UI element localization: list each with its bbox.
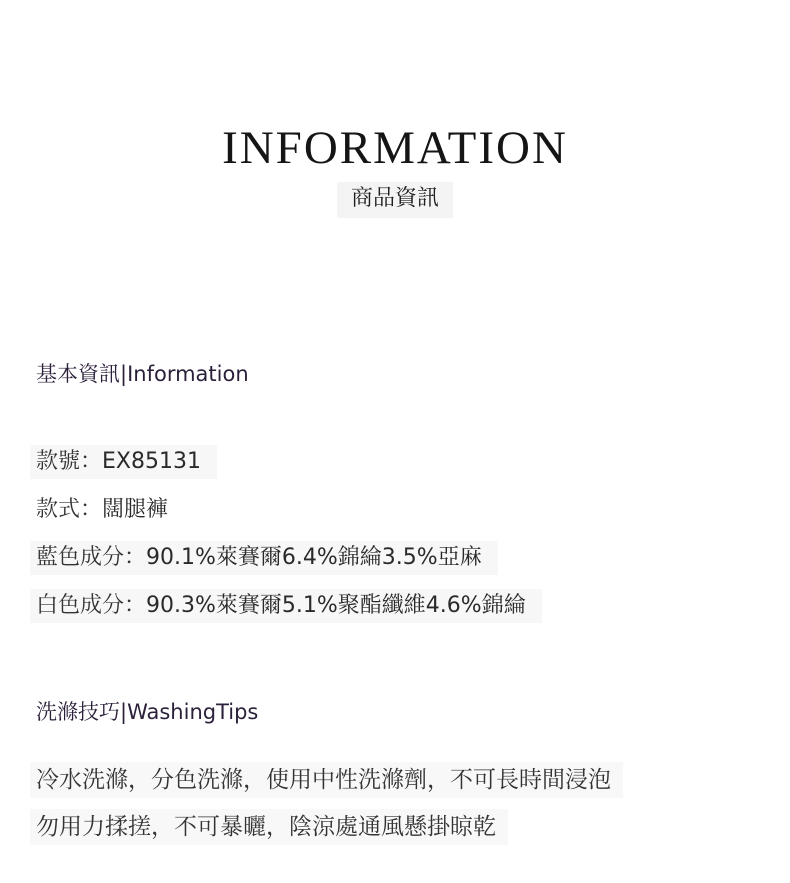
page-title: INFORMATION [222, 122, 568, 174]
style-number-value: EX85131 [102, 449, 201, 474]
basic-info-heading: 基本資訊|Information [36, 362, 249, 386]
white-composition-value: 90.3%萊賽爾5.1%聚酯纖維4.6%錦綸 [146, 593, 526, 618]
drying-instruction-line: 勿用力揉搓，不可暴曬，陰涼處通風懸掛晾乾 [30, 809, 508, 845]
style-number-row [30, 445, 217, 479]
subtitle-container [0, 182, 790, 218]
blue-composition-value: 90.1%萊賽爾6.4%錦綸3.5%亞麻 [146, 545, 482, 570]
blue-composition-row [30, 541, 498, 575]
style-row [30, 493, 184, 527]
style-value: 闊腿褲 [102, 497, 169, 522]
page-subtitle: 商品資訊 [337, 182, 453, 218]
white-composition-row [30, 589, 542, 623]
washing-instruction-line: 冷水洗滌，分色洗滌，使用中性洗滌劑，不可長時間浸泡 [30, 762, 623, 798]
style-label: 款式： [36, 497, 103, 522]
white-composition-label: 白色成分： [36, 593, 147, 618]
blue-composition-label: 藍色成分： [36, 545, 147, 570]
style-number-label: 款號： [36, 449, 103, 474]
washing-tips-heading: 洗滌技巧|WashingTips [36, 700, 259, 724]
